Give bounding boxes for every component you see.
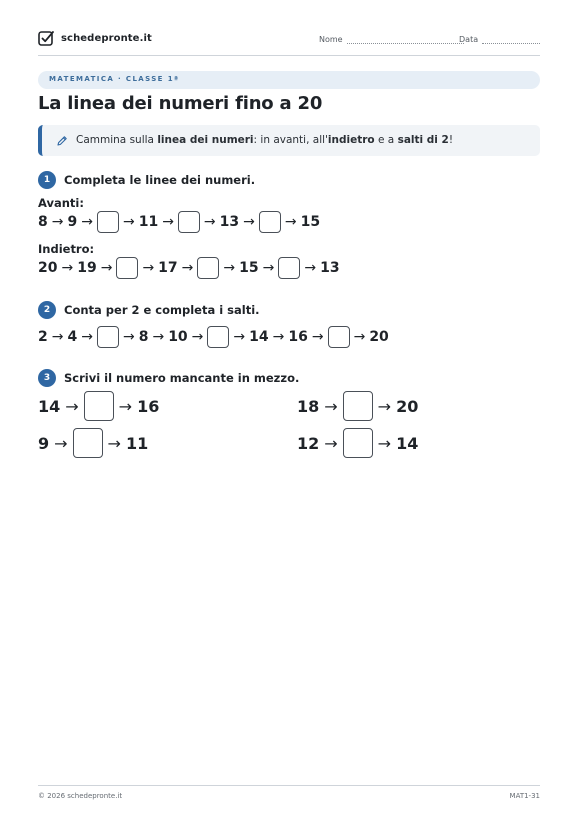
arrow-icon: →	[284, 214, 297, 230]
sequence-number: 20	[369, 329, 389, 345]
answer-box[interactable]	[207, 326, 229, 348]
checkbox-icon	[38, 30, 54, 47]
sequence-number: 8	[138, 329, 149, 345]
answer-box[interactable]	[84, 391, 114, 421]
date-field[interactable]	[459, 35, 540, 44]
exercise-3-heading	[38, 369, 299, 387]
arrow-icon: →	[65, 396, 79, 416]
sequence-number: 12	[297, 433, 320, 453]
arrow-icon: →	[118, 396, 133, 416]
missing-number-item	[38, 391, 159, 421]
backward-sequence	[38, 257, 340, 279]
answer-box[interactable]	[343, 428, 373, 458]
arrow-icon: →	[122, 214, 135, 230]
page-footer	[38, 785, 540, 800]
answer-box[interactable]	[178, 211, 200, 233]
arrow-icon: →	[223, 260, 236, 276]
exercise-2-heading	[38, 301, 260, 319]
name-label: Nome	[319, 35, 343, 44]
exercise-title: Scrivi il numero mancante in mezzo.	[64, 371, 300, 385]
exercise-number: 2	[38, 301, 56, 319]
arrow-icon: →	[304, 260, 317, 276]
sequence-number: 18	[297, 396, 320, 416]
sequence-number: 16	[288, 329, 308, 345]
sequence-number: 13	[320, 260, 340, 276]
exercise-1-heading	[38, 171, 255, 189]
answer-box[interactable]	[97, 211, 119, 233]
arrow-icon: →	[61, 260, 74, 276]
arrow-icon: →	[377, 396, 392, 416]
arrow-icon: →	[324, 396, 338, 416]
exercise-number: 3	[38, 369, 56, 387]
name-field[interactable]	[319, 35, 464, 44]
arrow-icon: →	[100, 260, 113, 276]
date-line	[482, 36, 540, 44]
arrow-icon: →	[51, 214, 64, 230]
footer-code: MAT1-31	[509, 792, 540, 800]
sequence-number: 14	[396, 433, 419, 453]
answer-box[interactable]	[328, 326, 350, 348]
exercise-title: Conta per 2 e completa i salti.	[64, 303, 260, 317]
subject-badge	[38, 71, 540, 89]
arrow-icon: →	[191, 329, 204, 345]
arrow-icon: →	[272, 329, 285, 345]
date-label: Data	[459, 35, 479, 44]
arrow-icon: →	[353, 329, 366, 345]
missing-number-item	[38, 428, 148, 458]
sequence-number: 2	[38, 329, 48, 345]
sequence-number: 14	[249, 329, 269, 345]
backward-label: Indietro:	[38, 242, 95, 256]
instruction-box	[38, 125, 540, 156]
sequence-number: 15	[300, 214, 321, 230]
missing-number-item	[297, 428, 418, 458]
answer-box[interactable]	[97, 326, 119, 348]
instruction-part: Cammina sulla	[76, 134, 158, 146]
arrow-icon: →	[142, 260, 155, 276]
sequence-number: 8	[38, 214, 48, 230]
answer-box[interactable]	[197, 257, 219, 279]
brand-name: schedepronte.it	[61, 33, 152, 44]
sequence-number: 13	[219, 214, 240, 230]
arrow-icon: →	[181, 260, 194, 276]
sequence-number: 17	[158, 260, 178, 276]
arrow-icon: →	[152, 329, 165, 345]
sequence-number: 14	[38, 396, 61, 416]
arrow-icon: →	[122, 329, 135, 345]
forward-sequence	[38, 211, 320, 233]
arrow-icon: →	[81, 329, 93, 345]
sequence-number: 15	[239, 260, 259, 276]
brand-logo	[38, 30, 152, 47]
instruction-text	[76, 134, 453, 146]
forward-label: Avanti:	[38, 196, 84, 210]
sequence-number: 9	[67, 214, 78, 230]
exercise-number: 1	[38, 171, 56, 189]
sequence-number: 10	[168, 329, 188, 345]
arrow-icon: →	[243, 214, 255, 230]
jumps-sequence	[38, 326, 389, 348]
sequence-number: 20	[38, 260, 58, 276]
answer-box[interactable]	[343, 391, 373, 421]
sequence-number: 4	[67, 329, 78, 345]
sequence-number: 16	[137, 396, 160, 416]
missing-number-item	[297, 391, 418, 421]
instruction-part: : in avanti, all'	[253, 134, 328, 146]
answer-box[interactable]	[73, 428, 103, 458]
arrow-icon: →	[81, 214, 93, 230]
arrow-icon: →	[51, 329, 64, 345]
arrow-icon: →	[233, 329, 246, 345]
instruction-bold: indietro	[327, 134, 375, 146]
instruction-bold: salti di 2	[397, 134, 449, 146]
sequence-number: 20	[396, 396, 419, 416]
arrow-icon: →	[311, 329, 324, 345]
arrow-icon: →	[262, 260, 275, 276]
arrow-icon: →	[203, 214, 216, 230]
answer-box[interactable]	[259, 211, 281, 233]
answer-box[interactable]	[278, 257, 300, 279]
page-header	[38, 28, 540, 56]
page-title: La linea dei numeri fino a 20	[38, 93, 323, 114]
sequence-number: 11	[138, 214, 159, 230]
arrow-icon: →	[107, 433, 121, 453]
instruction-part: e a	[374, 134, 398, 146]
arrow-icon: →	[324, 433, 338, 453]
arrow-icon: →	[162, 214, 174, 230]
instruction-bold: linea dei numeri	[157, 134, 254, 146]
arrow-icon: →	[54, 433, 68, 453]
instruction-part: !	[448, 134, 454, 146]
exercise-title: Completa le linee dei numeri.	[64, 173, 256, 187]
footer-copyright: © 2026 schedepronte.it	[38, 792, 123, 800]
sequence-number: 11	[125, 433, 149, 453]
sequence-number: 19	[77, 260, 97, 276]
subject-label: MATEMATICA · CLASSE 1ª	[49, 75, 180, 83]
name-line	[347, 36, 464, 44]
pencil-icon	[56, 135, 68, 147]
arrow-icon: →	[377, 433, 392, 453]
sequence-number: 9	[38, 433, 50, 453]
answer-box[interactable]	[116, 257, 138, 279]
